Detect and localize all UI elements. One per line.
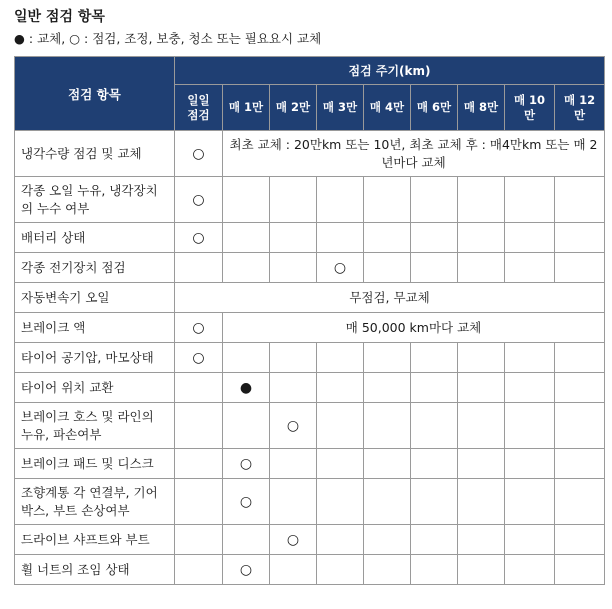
schedule-cell bbox=[270, 449, 317, 479]
check-mark: ○ bbox=[192, 191, 205, 208]
inspection-item: 각종 전기장치 점검 bbox=[15, 253, 175, 283]
schedule-cell bbox=[270, 177, 317, 223]
schedule-cell bbox=[364, 223, 411, 253]
header-column: 매 4만 bbox=[364, 85, 411, 131]
schedule-cell bbox=[175, 223, 223, 253]
header-column: 매 6만 bbox=[411, 85, 458, 131]
schedule-cell bbox=[317, 449, 364, 479]
schedule-cell bbox=[555, 343, 605, 373]
table-row bbox=[15, 343, 605, 373]
replace-mark: ● bbox=[239, 379, 253, 396]
check-mark: ○ bbox=[333, 259, 347, 276]
table-row bbox=[15, 479, 605, 525]
schedule-cell bbox=[223, 373, 270, 403]
check-mark: ○ bbox=[192, 145, 205, 162]
schedule-cell bbox=[317, 479, 364, 525]
schedule-cell bbox=[175, 525, 223, 555]
schedule-cell bbox=[175, 253, 223, 283]
table-row bbox=[15, 223, 605, 253]
schedule-cell bbox=[555, 223, 605, 253]
check-mark: ○ bbox=[286, 531, 300, 548]
check-mark: ○ bbox=[192, 349, 205, 366]
schedule-cell bbox=[505, 343, 555, 373]
schedule-cell bbox=[505, 373, 555, 403]
schedule-cell bbox=[458, 403, 505, 449]
schedule-cell bbox=[458, 449, 505, 479]
schedule-note: 무점검, 무교체 bbox=[175, 283, 605, 313]
schedule-cell bbox=[317, 223, 364, 253]
header-column: 일일 점검 bbox=[175, 85, 223, 131]
schedule-cell bbox=[175, 373, 223, 403]
schedule-cell bbox=[175, 177, 223, 223]
schedule-cell bbox=[223, 449, 270, 479]
schedule-cell bbox=[270, 525, 317, 555]
schedule-cell bbox=[555, 525, 605, 555]
table-row bbox=[15, 555, 605, 585]
inspection-item: 조향계통 각 연결부, 기어박스, 부트 손상여부 bbox=[15, 479, 175, 525]
schedule-cell bbox=[411, 253, 458, 283]
schedule-cell bbox=[555, 479, 605, 525]
inspection-item: 타이어 위치 교환 bbox=[15, 373, 175, 403]
schedule-cell bbox=[505, 403, 555, 449]
table-row bbox=[15, 525, 605, 555]
schedule-cell bbox=[175, 131, 223, 177]
schedule-cell bbox=[411, 403, 458, 449]
check-mark: ○ bbox=[192, 319, 205, 336]
schedule-cell bbox=[458, 555, 505, 585]
schedule-cell bbox=[364, 479, 411, 525]
schedule-cell bbox=[223, 253, 270, 283]
inspection-table bbox=[14, 56, 605, 585]
table-row bbox=[15, 253, 605, 283]
schedule-cell bbox=[555, 177, 605, 223]
schedule-cell bbox=[555, 373, 605, 403]
schedule-cell bbox=[270, 403, 317, 449]
legend: ● : 교체, ○ : 점검, 조정, 보충, 청소 또는 필요요시 교체 bbox=[14, 31, 322, 46]
schedule-cell bbox=[505, 525, 555, 555]
schedule-cell bbox=[364, 555, 411, 585]
schedule-cell bbox=[175, 449, 223, 479]
check-mark: ○ bbox=[192, 229, 205, 246]
schedule-cell bbox=[270, 373, 317, 403]
schedule-cell bbox=[458, 253, 505, 283]
schedule-cell bbox=[270, 555, 317, 585]
schedule-cell bbox=[317, 403, 364, 449]
schedule-cell bbox=[317, 373, 364, 403]
header-column: 매 1만 bbox=[223, 85, 270, 131]
schedule-cell bbox=[223, 343, 270, 373]
schedule-cell bbox=[555, 253, 605, 283]
schedule-cell bbox=[555, 555, 605, 585]
inspection-item: 브레이크 호스 및 라인의 누유, 파손여부 bbox=[15, 403, 175, 449]
table-row bbox=[15, 131, 605, 177]
schedule-note: 매 50,000 km마다 교체 bbox=[223, 313, 605, 343]
schedule-cell bbox=[411, 555, 458, 585]
schedule-cell bbox=[411, 343, 458, 373]
table-row bbox=[15, 283, 605, 313]
schedule-cell bbox=[411, 449, 458, 479]
table-row bbox=[15, 313, 605, 343]
header-item: 점검 항목 bbox=[15, 57, 175, 131]
schedule-cell bbox=[505, 449, 555, 479]
check-mark: ○ bbox=[286, 417, 300, 434]
schedule-cell bbox=[364, 403, 411, 449]
schedule-cell bbox=[317, 177, 364, 223]
schedule-cell bbox=[505, 555, 555, 585]
schedule-cell bbox=[458, 177, 505, 223]
schedule-cell bbox=[505, 479, 555, 525]
schedule-cell bbox=[175, 343, 223, 373]
schedule-cell bbox=[458, 223, 505, 253]
check-mark: ○ bbox=[239, 561, 253, 578]
schedule-cell bbox=[175, 555, 223, 585]
table-row bbox=[15, 373, 605, 403]
schedule-cell bbox=[555, 449, 605, 479]
schedule-cell bbox=[317, 343, 364, 373]
schedule-cell bbox=[270, 479, 317, 525]
schedule-cell bbox=[411, 525, 458, 555]
table-row bbox=[15, 177, 605, 223]
schedule-cell bbox=[317, 253, 364, 283]
schedule-cell bbox=[505, 253, 555, 283]
page-title: 일반 점검 항목 bbox=[14, 9, 105, 25]
inspection-item: 배터리 상태 bbox=[15, 223, 175, 253]
schedule-cell bbox=[458, 373, 505, 403]
header-column: 매 10 만 bbox=[505, 85, 555, 131]
header-period: 점검 주기(km) bbox=[175, 57, 605, 85]
schedule-cell bbox=[317, 525, 364, 555]
schedule-note: 최초 교체 : 20만km 또는 10년, 최초 교체 후 : 매4만km 또는 매 2년마다 교체 bbox=[223, 131, 605, 177]
schedule-cell bbox=[223, 479, 270, 525]
schedule-cell bbox=[458, 343, 505, 373]
schedule-cell bbox=[411, 479, 458, 525]
inspection-item: 드라이브 샤프트와 부트 bbox=[15, 525, 175, 555]
check-mark: ○ bbox=[239, 455, 253, 472]
schedule-cell bbox=[364, 525, 411, 555]
schedule-cell bbox=[411, 373, 458, 403]
schedule-cell bbox=[223, 525, 270, 555]
inspection-item: 브레이크 액 bbox=[15, 313, 175, 343]
schedule-cell bbox=[175, 313, 223, 343]
inspection-item: 타이어 공기압, 마모상태 bbox=[15, 343, 175, 373]
inspection-item: 냉각수량 점검 및 교체 bbox=[15, 131, 175, 177]
inspection-item: 휠 너트의 조임 상태 bbox=[15, 555, 175, 585]
header-column: 매 3만 bbox=[317, 85, 364, 131]
header-column: 매 8만 bbox=[458, 85, 505, 131]
schedule-cell bbox=[458, 479, 505, 525]
header-column: 매 12 만 bbox=[555, 85, 605, 131]
table-row bbox=[15, 449, 605, 479]
schedule-cell bbox=[364, 449, 411, 479]
schedule-cell bbox=[270, 343, 317, 373]
schedule-cell bbox=[270, 253, 317, 283]
schedule-cell bbox=[364, 373, 411, 403]
schedule-cell bbox=[223, 177, 270, 223]
inspection-item: 브레이크 패드 및 디스크 bbox=[15, 449, 175, 479]
header-column: 매 2만 bbox=[270, 85, 317, 131]
schedule-cell bbox=[364, 343, 411, 373]
schedule-cell bbox=[175, 479, 223, 525]
schedule-cell bbox=[505, 177, 555, 223]
schedule-cell bbox=[458, 525, 505, 555]
schedule-cell bbox=[364, 253, 411, 283]
schedule-cell bbox=[317, 555, 364, 585]
inspection-item: 자동변속기 오일 bbox=[15, 283, 175, 313]
schedule-cell bbox=[555, 403, 605, 449]
schedule-cell bbox=[223, 555, 270, 585]
schedule-cell bbox=[505, 223, 555, 253]
table-row bbox=[15, 403, 605, 449]
schedule-cell bbox=[175, 403, 223, 449]
schedule-cell bbox=[411, 177, 458, 223]
schedule-cell bbox=[223, 403, 270, 449]
inspection-item: 각종 오일 누유, 냉각장치의 누수 여부 bbox=[15, 177, 175, 223]
schedule-cell bbox=[411, 223, 458, 253]
check-mark: ○ bbox=[239, 493, 253, 510]
schedule-cell bbox=[223, 223, 270, 253]
schedule-cell bbox=[364, 177, 411, 223]
schedule-cell bbox=[270, 223, 317, 253]
